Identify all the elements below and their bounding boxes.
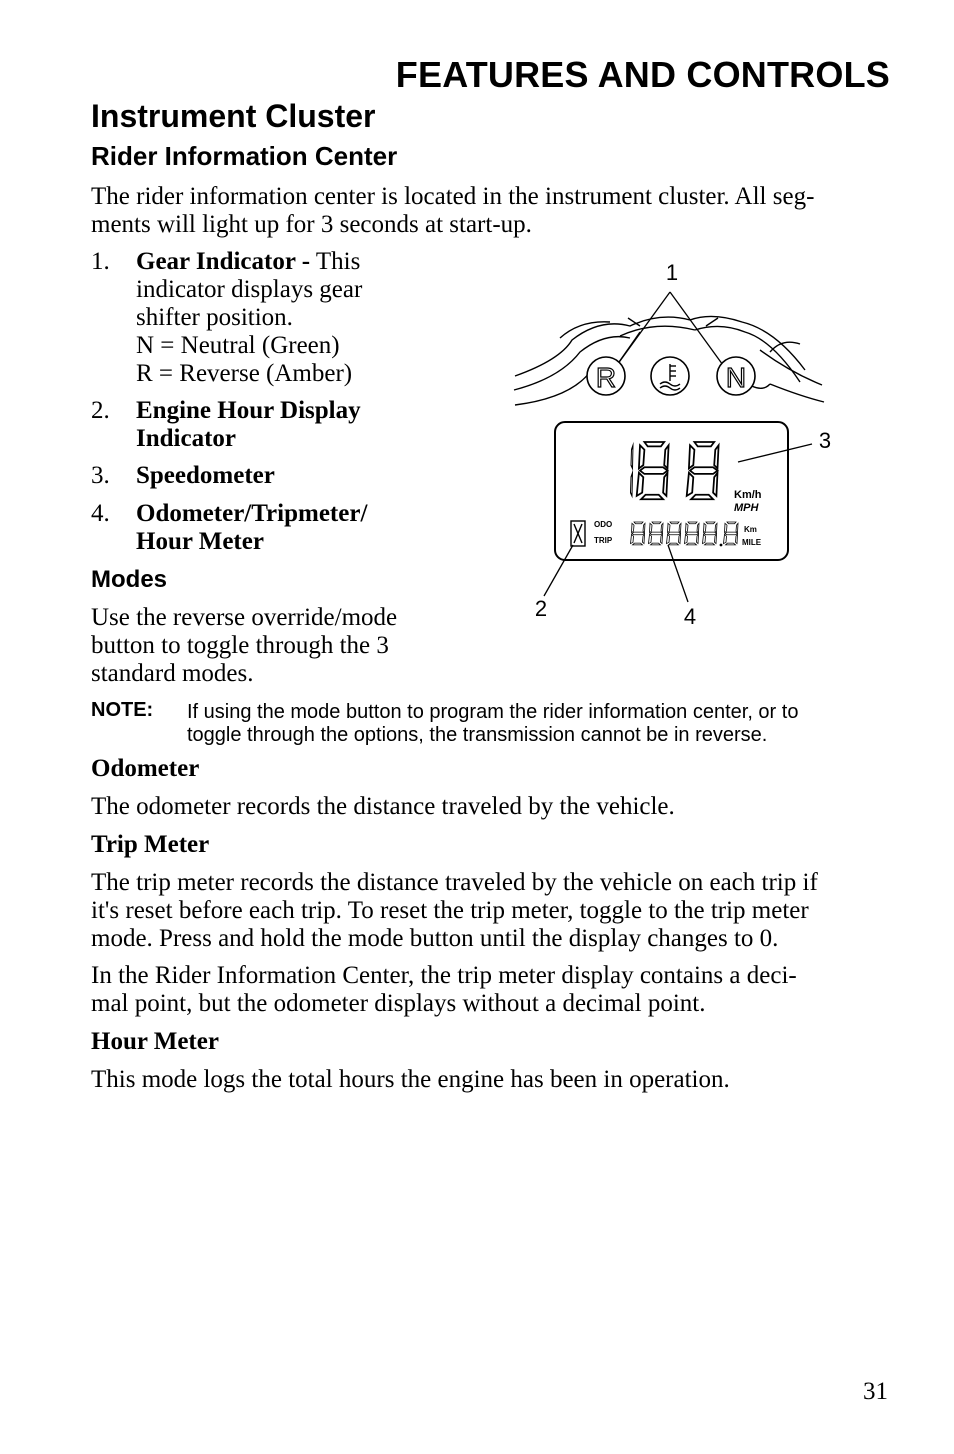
hour-meter-line: This mode logs the total hours the engine has been in operation. xyxy=(91,1066,730,1093)
gear-label-reverse: R xyxy=(595,362,617,393)
list-label: Speedometer xyxy=(136,462,275,489)
list-text: R = Reverse (Amber) xyxy=(136,360,353,387)
list-label: Indicator xyxy=(136,425,236,452)
intro-line: ments will light up for 3 seconds at start-up. xyxy=(91,211,532,238)
modes-paragraph xyxy=(91,604,451,688)
note-label: NOTE: xyxy=(91,699,154,721)
list-label: Engine Hour Display xyxy=(136,397,361,424)
chapter-title: FEATURES AND CONTROLS xyxy=(395,54,890,95)
odometer-paragraph xyxy=(91,793,891,821)
odo-unit-mile: MILE xyxy=(742,538,762,547)
list-text: This xyxy=(310,248,361,275)
modes-line: button to toggle through the 3 xyxy=(91,632,389,659)
list-label: Gear Indicator - xyxy=(136,248,311,275)
list-text: indicator displays gear xyxy=(136,276,363,303)
gear-label-neutral: N xyxy=(725,362,747,393)
list-label: Hour Meter xyxy=(136,528,264,555)
hour-meter-title: Hour Meter xyxy=(91,1028,219,1055)
trip-label: TRIP xyxy=(594,536,613,545)
modes-title: Modes xyxy=(91,566,168,593)
odometer-title: Odometer xyxy=(91,755,200,782)
instrument-cluster-figure xyxy=(505,250,835,635)
page-number: 31 xyxy=(863,1378,888,1405)
modes-line: Use the reverse override/mode xyxy=(91,604,398,631)
trip-line: mal point, but the odometer displays without a decimal point. xyxy=(91,990,706,1017)
trip-meter-title: Trip Meter xyxy=(91,831,210,858)
trip-line: mode. Press and hold the mode button until the display changes to 0. xyxy=(91,925,779,952)
section-title: Instrument Cluster xyxy=(91,98,376,134)
hour-meter-paragraph xyxy=(91,1066,891,1094)
trip-line: it's reset before each trip. To reset the trip meter, toggle to the trip meter xyxy=(91,897,809,924)
speed-unit-mph: MPH xyxy=(734,502,759,514)
list-text: N = Neutral (Green) xyxy=(136,332,340,359)
callout-4: 4 xyxy=(683,604,697,629)
list-number: 4. xyxy=(91,500,110,527)
intro-line: The rider information center is located in the instrument cluster. All seg- xyxy=(91,183,815,210)
callout-1: 1 xyxy=(665,260,679,285)
note-line: If using the mode button to program the rider information center, or to xyxy=(187,701,799,723)
intro-paragraph xyxy=(91,183,891,239)
list-number: 2. xyxy=(91,397,110,424)
list-number: 3. xyxy=(91,462,110,489)
list-number: 1. xyxy=(91,248,110,275)
trip-line: The trip meter records the distance traveled by the vehicle on each trip if xyxy=(91,869,818,896)
odo-unit-km: Km xyxy=(744,525,757,534)
callout-3: 3 xyxy=(818,428,832,453)
trip-meter-paragraph-2 xyxy=(91,962,891,1018)
odometer-line: The odometer records the distance traveled by the vehicle. xyxy=(91,793,675,820)
note-text xyxy=(187,701,798,747)
subsection-title: Rider Information Center xyxy=(91,141,398,171)
odo-label: ODO xyxy=(594,520,613,529)
callout-2: 2 xyxy=(534,596,548,621)
list-label: Odometer/Tripmeter/ xyxy=(136,500,368,527)
trip-meter-paragraph-1 xyxy=(91,869,891,953)
note-line: toggle through the options, the transmission cannot be in reverse. xyxy=(187,724,768,746)
trip-line: In the Rider Information Center, the trip meter display contains a deci- xyxy=(91,962,797,989)
modes-line: standard modes. xyxy=(91,660,254,687)
speed-unit-kmh: Km/h xyxy=(734,489,762,501)
list-text: shifter position. xyxy=(136,304,293,331)
